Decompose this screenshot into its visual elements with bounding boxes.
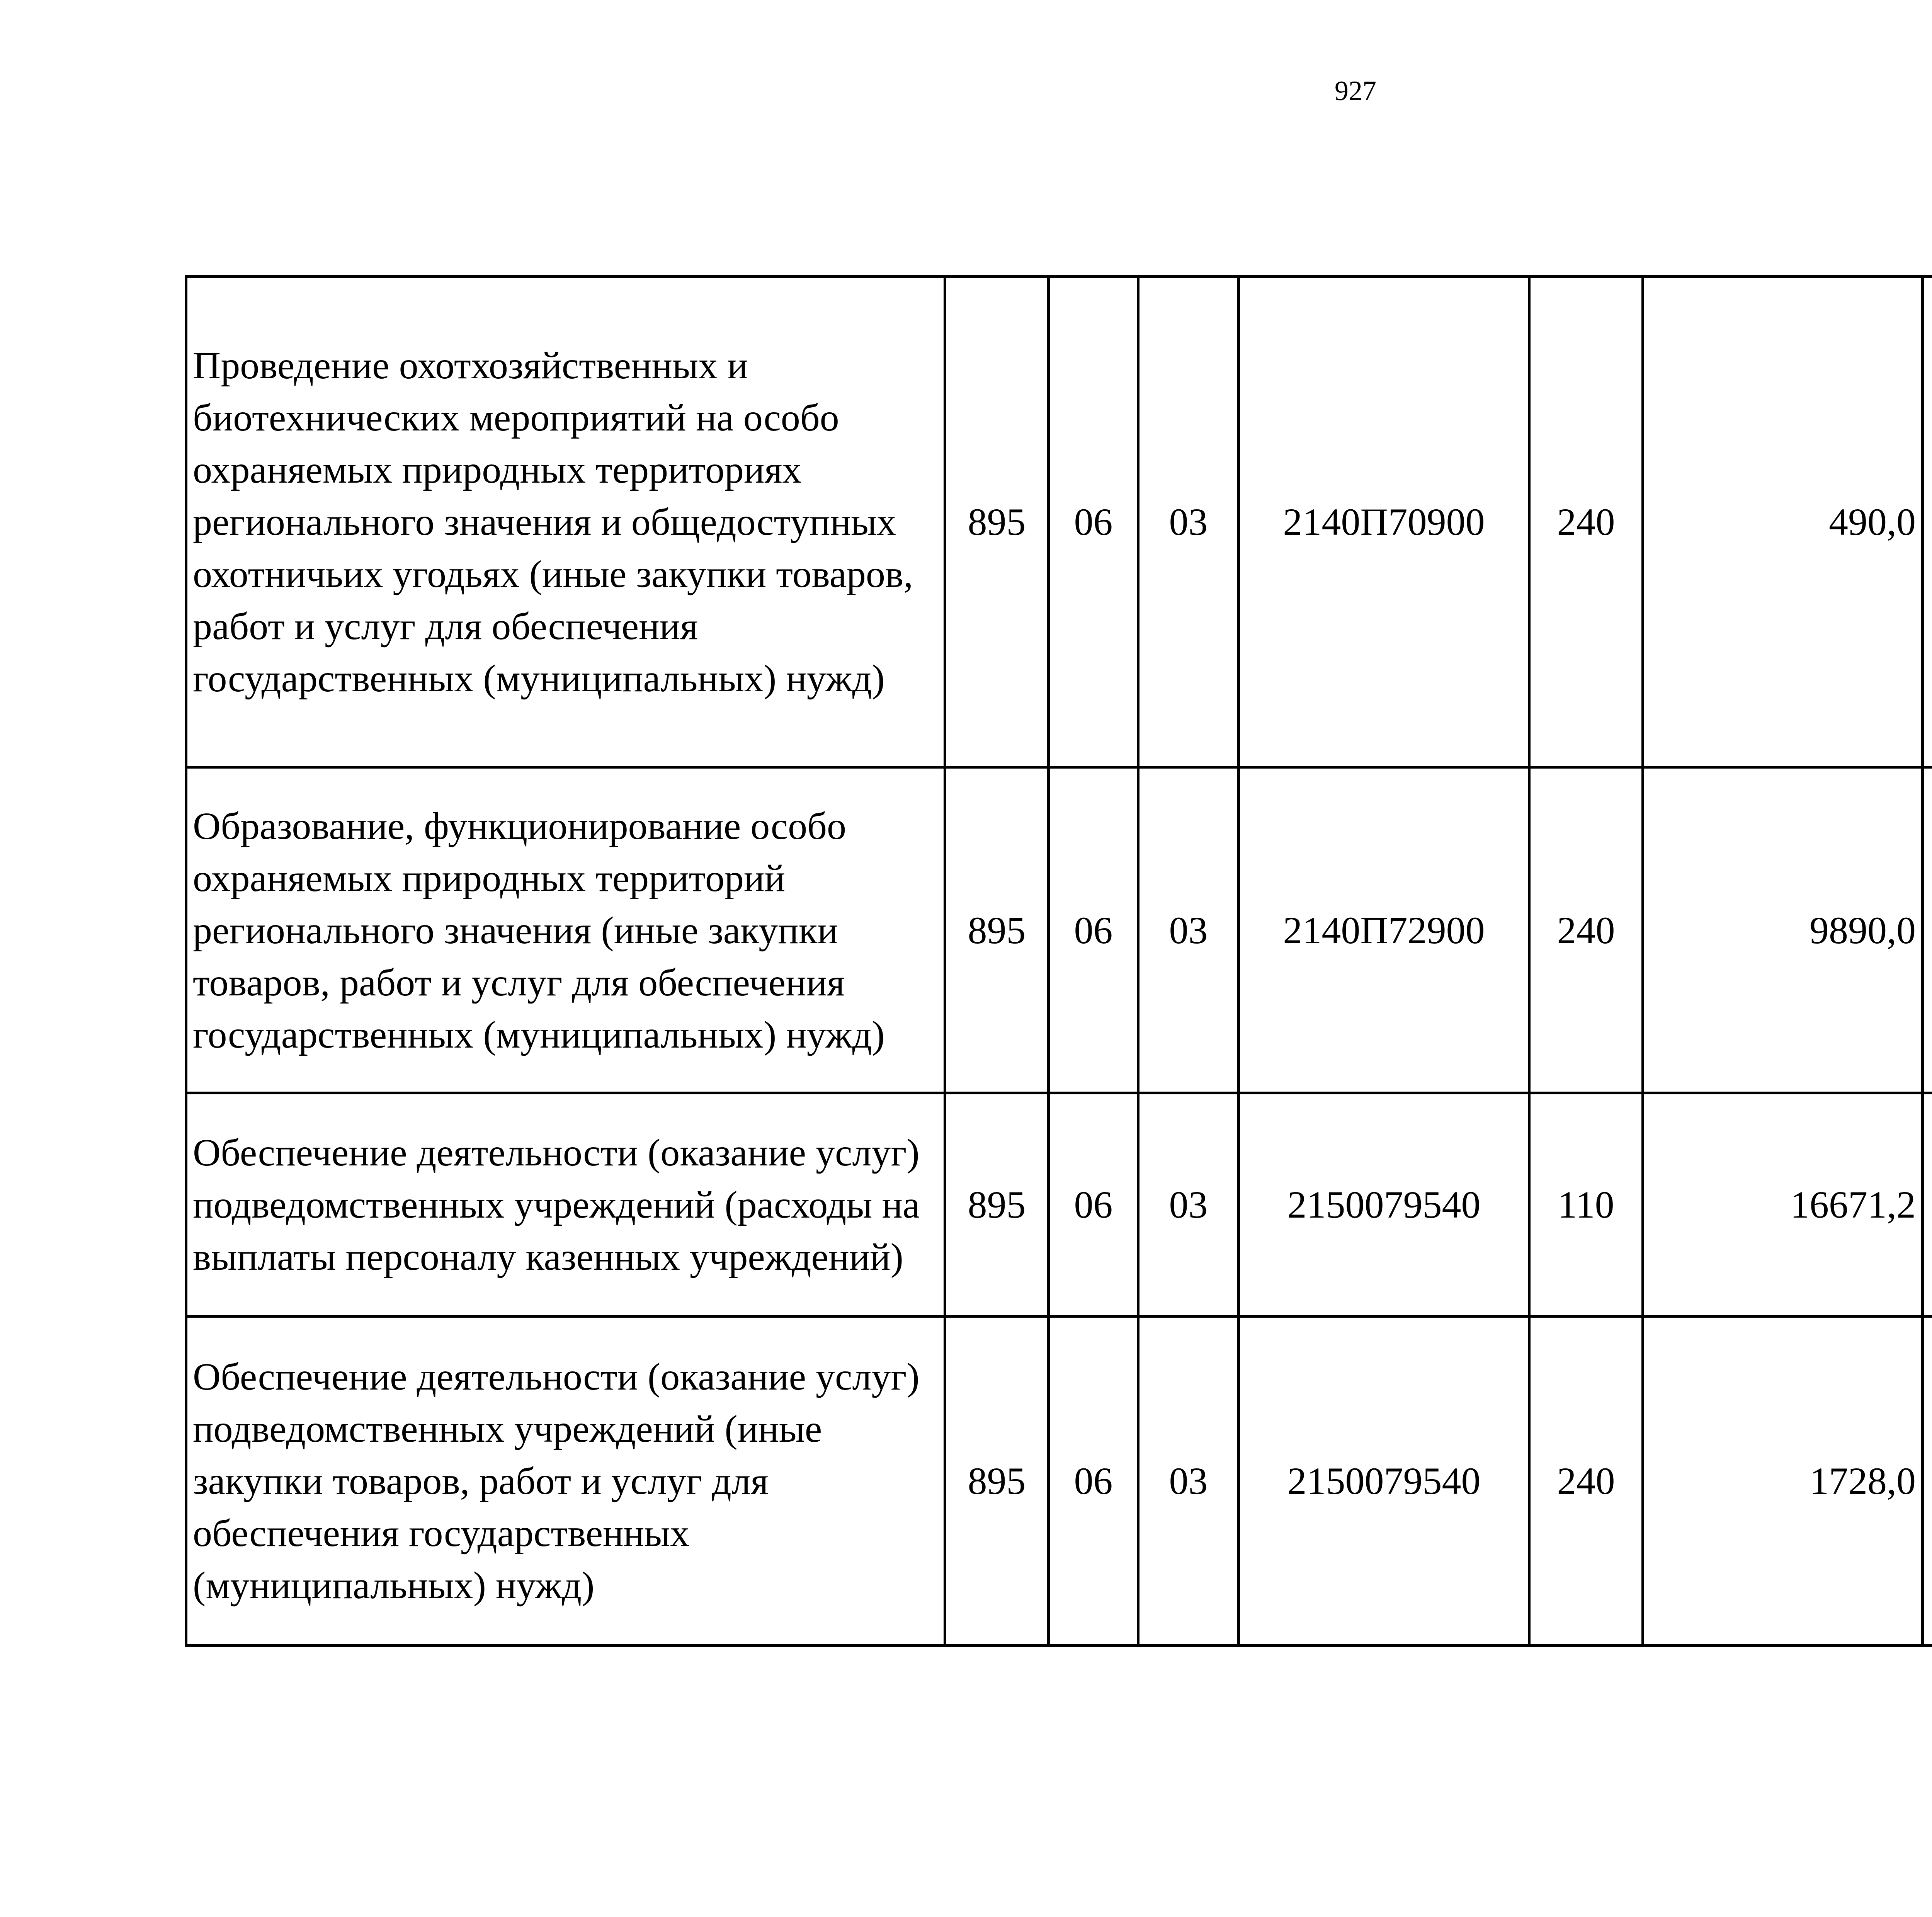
expense-type-code: 110	[1529, 1093, 1643, 1317]
amount-1: 9890,0	[1643, 767, 1923, 1093]
section-code: 06	[1049, 1093, 1138, 1317]
section-code: 06	[1049, 277, 1138, 767]
row-description: Проведение охотхозяйственных и биотехнических мероприятий на особо охраняемых природных территориях регионального значения и общедоступных охотничьих угодьях (иные закупки товаров, работ и услуг для обеспечения государственных (муниципальных) нужд)	[186, 277, 945, 767]
expense-type-code: 240	[1529, 1317, 1643, 1646]
amount-1: 1728,0	[1643, 1317, 1923, 1646]
subsection-code: 03	[1138, 1317, 1239, 1646]
ministry-code: 895	[945, 277, 1049, 767]
row-description: Образование, функционирование особо охраняемых природных территорий регионального значения (иные закупки товаров, работ и услуг для обеспечения государственных (муниципальных) нужд)	[186, 767, 945, 1093]
expense-type-code: 240	[1529, 767, 1643, 1093]
subsection-code: 03	[1138, 1093, 1239, 1317]
ministry-code: 895	[945, 1317, 1049, 1646]
amount-2	[1923, 767, 1932, 1093]
section-code: 06	[1049, 767, 1138, 1093]
target-article-code: 2150079540	[1239, 1093, 1529, 1317]
budget-table	[185, 275, 1932, 1647]
table-row	[186, 277, 1932, 767]
row-description: Обеспечение деятельности (оказание услуг) подведомственных учреждений (иные закупки товаров, работ и услуг для обеспечения государственных (муниципальных) нужд)	[186, 1317, 945, 1646]
table-row	[186, 1317, 1932, 1646]
expense-type-code: 240	[1529, 277, 1643, 767]
row-description: Обеспечение деятельности (оказание услуг) подведомственных учреждений (расходы на выплаты персоналу казенных учреждений)	[186, 1093, 945, 1317]
table-row	[186, 1093, 1932, 1317]
target-article-code: 2140П70900	[1239, 277, 1529, 767]
amount-1: 16671,2	[1643, 1093, 1923, 1317]
ministry-code: 895	[945, 1093, 1049, 1317]
table-row	[186, 767, 1932, 1093]
target-article-code: 2140П72900	[1239, 767, 1529, 1093]
target-article-code: 2150079540	[1239, 1317, 1529, 1646]
section-code: 06	[1049, 1317, 1138, 1646]
amount-2	[1923, 277, 1932, 767]
amount-2	[1923, 1093, 1932, 1317]
ministry-code: 895	[945, 767, 1049, 1093]
page-number: 927	[1335, 75, 1376, 106]
subsection-code: 03	[1138, 767, 1239, 1093]
amount-1: 490,0	[1643, 277, 1923, 767]
amount-2	[1923, 1317, 1932, 1646]
subsection-code: 03	[1138, 277, 1239, 767]
